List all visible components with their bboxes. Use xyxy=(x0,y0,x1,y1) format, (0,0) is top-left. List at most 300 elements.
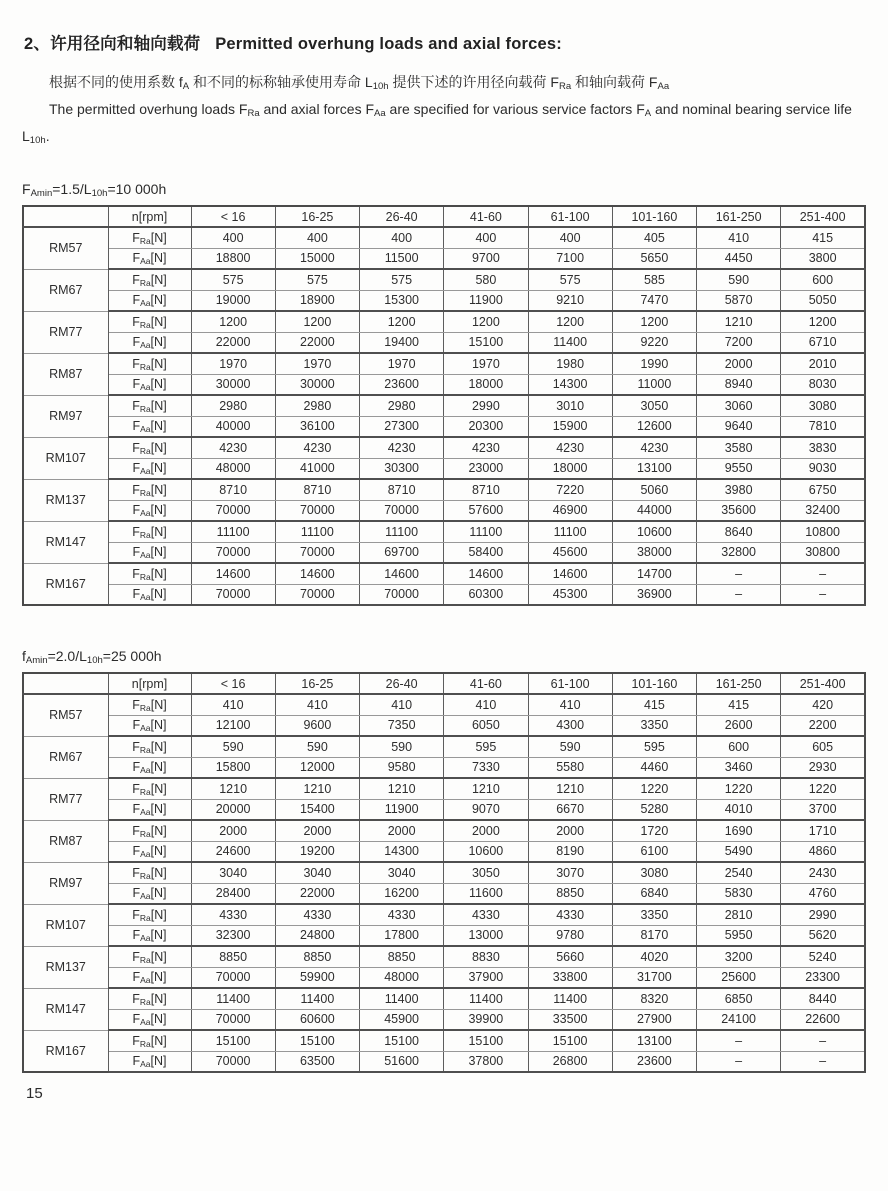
fra-value-cell: – xyxy=(781,563,865,584)
faa-label-cell xyxy=(108,715,191,736)
text-segment: F xyxy=(132,398,140,413)
faa-value-cell: 70000 xyxy=(191,1009,275,1030)
text-segment: [N] xyxy=(150,1012,167,1027)
model-cell: RM147 xyxy=(23,988,108,1030)
faa-value-cell: 35600 xyxy=(697,500,781,521)
faa-value-cell: 7330 xyxy=(444,757,528,778)
fra-value-cell: 10800 xyxy=(781,521,865,542)
text-segment: . xyxy=(45,128,50,144)
fra-value-cell: 4230 xyxy=(612,437,696,458)
faa-value-cell: 5950 xyxy=(697,925,781,946)
faa-value-cell: 32400 xyxy=(781,500,865,521)
faa-value-cell: 70000 xyxy=(191,542,275,563)
text-segment: [N] xyxy=(150,739,167,754)
subscript-text: Ra xyxy=(139,529,151,540)
text-segment: F xyxy=(132,739,140,754)
text-segment: F xyxy=(132,524,140,539)
faa-value-cell: 11900 xyxy=(444,290,528,311)
model-cell: RM97 xyxy=(23,395,108,437)
model-cell: RM137 xyxy=(23,479,108,521)
faa-value-cell: 30300 xyxy=(360,458,444,479)
text-segment: The permitted overhung loads F xyxy=(49,101,248,117)
fra-value-cell: 2980 xyxy=(360,395,444,416)
fra-value-cell: 415 xyxy=(697,694,781,715)
text-segment: F xyxy=(132,886,141,901)
overhung-load-row xyxy=(23,904,865,925)
faa-value-cell: 58400 xyxy=(444,542,528,563)
axial-force-row xyxy=(23,374,865,395)
subscript-text: Aa xyxy=(140,975,151,986)
faa-value-cell: 22000 xyxy=(275,332,359,353)
text-segment: [N] xyxy=(150,503,167,518)
fra-value-cell: 11400 xyxy=(528,988,612,1009)
fra-value-cell: 6850 xyxy=(697,988,781,1009)
fra-value-cell: 410 xyxy=(360,694,444,715)
faa-label-cell xyxy=(108,332,191,353)
fra-label-cell xyxy=(108,269,191,290)
fra-value-cell: 2000 xyxy=(191,820,275,841)
subscript-text: Aa xyxy=(140,382,151,393)
fra-value-cell: 2000 xyxy=(528,820,612,841)
faa-value-cell: 18800 xyxy=(191,248,275,269)
text-segment: F xyxy=(132,482,140,497)
fra-value-cell: 400 xyxy=(528,227,612,248)
fra-value-cell: 14700 xyxy=(612,563,696,584)
axial-force-row xyxy=(23,1009,865,1030)
fra-value-cell: 8850 xyxy=(275,946,359,967)
faa-value-cell: – xyxy=(697,584,781,605)
table2-caption xyxy=(22,648,866,664)
text-segment: F xyxy=(132,566,140,581)
text-segment: F xyxy=(132,781,140,796)
subscript-text: Ra xyxy=(139,1038,151,1049)
fra-value-cell: 11100 xyxy=(191,521,275,542)
fra-label-cell xyxy=(108,563,191,584)
text-segment: F xyxy=(132,802,141,817)
model-cell: RM57 xyxy=(23,227,108,269)
subscript-text: Ra xyxy=(139,744,151,755)
fra-value-cell: 3050 xyxy=(444,862,528,883)
overhung-load-row xyxy=(23,479,865,500)
faa-value-cell: 60600 xyxy=(275,1009,359,1030)
faa-value-cell: 4450 xyxy=(697,248,781,269)
model-cell: RM167 xyxy=(23,563,108,605)
faa-value-cell: 13000 xyxy=(444,925,528,946)
fra-value-cell: – xyxy=(697,563,781,584)
axial-force-row xyxy=(23,500,865,521)
faa-value-cell: 8030 xyxy=(781,374,865,395)
text-segment: [N] xyxy=(150,314,167,329)
text-segment: [N] xyxy=(150,524,167,539)
text-segment: F xyxy=(132,949,140,964)
fra-value-cell: 590 xyxy=(191,736,275,757)
faa-value-cell: 9220 xyxy=(612,332,696,353)
fra-value-cell: 1210 xyxy=(191,778,275,799)
model-cell: RM147 xyxy=(23,521,108,563)
fra-value-cell: 5240 xyxy=(781,946,865,967)
text-segment: 提供下述的许用径向载荷 F xyxy=(388,74,559,90)
fra-value-cell: 400 xyxy=(275,227,359,248)
fra-value-cell: 4330 xyxy=(275,904,359,925)
faa-value-cell: 11500 xyxy=(360,248,444,269)
fra-value-cell: 2990 xyxy=(444,395,528,416)
subscript-text: 10h xyxy=(372,81,389,92)
overhung-load-row xyxy=(23,227,865,248)
fra-value-cell: 575 xyxy=(528,269,612,290)
text-segment: F xyxy=(132,718,141,733)
fra-value-cell: 420 xyxy=(781,694,865,715)
axial-force-row xyxy=(23,1051,865,1072)
faa-label-cell xyxy=(108,967,191,988)
fra-value-cell: 8710 xyxy=(444,479,528,500)
intro-paragraph-en xyxy=(22,97,866,151)
subscript-text: Aa xyxy=(140,340,151,351)
overhung-load-row xyxy=(23,778,865,799)
text-segment: F xyxy=(132,844,141,859)
fra-value-cell: 2980 xyxy=(275,395,359,416)
faa-value-cell: 11400 xyxy=(528,332,612,353)
fra-value-cell: 585 xyxy=(612,269,696,290)
rpm-header-cell: n[rpm] xyxy=(108,673,191,694)
faa-value-cell: 7810 xyxy=(781,416,865,437)
faa-value-cell: 44000 xyxy=(612,500,696,521)
faa-value-cell: 6840 xyxy=(612,883,696,904)
faa-value-cell: 5830 xyxy=(697,883,781,904)
text-segment: 根据不同的使用系数 f xyxy=(49,74,183,90)
fra-value-cell: 2540 xyxy=(697,862,781,883)
text-segment: [N] xyxy=(150,566,167,581)
subscript-text: Aa xyxy=(140,891,151,902)
faa-value-cell: 25600 xyxy=(697,967,781,988)
fra-value-cell: 2980 xyxy=(191,395,275,416)
faa-value-cell: 6670 xyxy=(528,799,612,820)
text-segment: [N] xyxy=(150,545,167,560)
fra-value-cell: 2990 xyxy=(781,904,865,925)
fra-value-cell: 8710 xyxy=(275,479,359,500)
faa-value-cell: 8940 xyxy=(697,374,781,395)
fra-value-cell: 1210 xyxy=(697,311,781,332)
text-segment: F xyxy=(132,760,141,775)
page-number: 15 xyxy=(26,1085,43,1102)
model-cell: RM67 xyxy=(23,269,108,311)
subscript-text: Ra xyxy=(558,81,572,92)
fra-value-cell: – xyxy=(697,1030,781,1051)
subscript-text: Amin xyxy=(30,188,53,199)
text-segment: F xyxy=(132,697,140,712)
fra-value-cell: 8440 xyxy=(781,988,865,1009)
fra-value-cell: 575 xyxy=(191,269,275,290)
fra-label-cell xyxy=(108,820,191,841)
fra-value-cell: 2000 xyxy=(697,353,781,374)
fra-value-cell: 3080 xyxy=(781,395,865,416)
fra-value-cell: 2000 xyxy=(444,820,528,841)
faa-value-cell: 26800 xyxy=(528,1051,612,1072)
faa-label-cell xyxy=(108,416,191,437)
text-segment: [N] xyxy=(150,398,167,413)
speed-range-header-cell: 251-400 xyxy=(781,673,865,694)
faa-value-cell: 10600 xyxy=(444,841,528,862)
text-segment: [N] xyxy=(150,697,167,712)
text-segment: F xyxy=(132,230,140,245)
fra-value-cell: 410 xyxy=(191,694,275,715)
fra-value-cell: 1210 xyxy=(275,778,359,799)
subscript-text: Aa xyxy=(140,592,151,603)
faa-label-cell xyxy=(108,500,191,521)
overhung-load-row xyxy=(23,694,865,715)
fra-value-cell: 11100 xyxy=(360,521,444,542)
fra-value-cell: 8320 xyxy=(612,988,696,1009)
faa-value-cell: 11900 xyxy=(360,799,444,820)
fra-value-cell: 1200 xyxy=(275,311,359,332)
text-segment: [N] xyxy=(150,251,167,266)
speed-range-header-cell: 101-160 xyxy=(612,673,696,694)
faa-label-cell xyxy=(108,757,191,778)
text-segment: [N] xyxy=(150,335,167,350)
faa-value-cell: 24100 xyxy=(697,1009,781,1030)
model-cell: RM67 xyxy=(23,736,108,778)
fra-value-cell: 1200 xyxy=(528,311,612,332)
faa-value-cell: 37800 xyxy=(444,1051,528,1072)
fra-value-cell: 8710 xyxy=(191,479,275,500)
faa-value-cell: 11000 xyxy=(612,374,696,395)
text-segment: are specified for various service factors F xyxy=(385,101,645,117)
faa-value-cell: 23300 xyxy=(781,967,865,988)
model-cell: RM137 xyxy=(23,946,108,988)
corner-cell xyxy=(23,206,108,227)
axial-force-row xyxy=(23,757,865,778)
fra-value-cell: 410 xyxy=(528,694,612,715)
fra-value-cell: 8850 xyxy=(191,946,275,967)
speed-range-header-cell: 26-40 xyxy=(360,673,444,694)
fra-value-cell: 8710 xyxy=(360,479,444,500)
intro-text-block xyxy=(22,70,866,151)
text-segment: [N] xyxy=(150,587,167,602)
text-segment: [N] xyxy=(150,844,167,859)
subscript-text: Ra xyxy=(139,702,151,713)
speed-range-header-cell: 161-250 xyxy=(697,206,781,227)
faa-label-cell xyxy=(108,542,191,563)
faa-value-cell: 22000 xyxy=(275,883,359,904)
speed-range-header-cell: 161-250 xyxy=(697,673,781,694)
fra-value-cell: 4020 xyxy=(612,946,696,967)
faa-value-cell: 9030 xyxy=(781,458,865,479)
text-segment: F xyxy=(132,928,141,943)
fra-label-cell xyxy=(108,1030,191,1051)
text-segment: F xyxy=(132,419,141,434)
subscript-text: Ra xyxy=(139,828,151,839)
speed-range-header-cell: 16-25 xyxy=(275,673,359,694)
fra-value-cell: 4230 xyxy=(275,437,359,458)
fra-value-cell: 15100 xyxy=(528,1030,612,1051)
subscript-text: Aa xyxy=(140,550,151,561)
faa-label-cell xyxy=(108,1051,191,1072)
fra-value-cell: 4230 xyxy=(528,437,612,458)
faa-value-cell: 4010 xyxy=(697,799,781,820)
subscript-text: Amin xyxy=(25,655,48,666)
faa-value-cell: 12600 xyxy=(612,416,696,437)
text-segment: [N] xyxy=(150,760,167,775)
text-segment: [N] xyxy=(150,865,167,880)
faa-value-cell: 7350 xyxy=(360,715,444,736)
faa-value-cell: 16200 xyxy=(360,883,444,904)
fra-value-cell: 1210 xyxy=(528,778,612,799)
text-segment: [N] xyxy=(150,440,167,455)
faa-value-cell: 28400 xyxy=(191,883,275,904)
faa-value-cell: 48000 xyxy=(191,458,275,479)
fra-label-cell xyxy=(108,311,191,332)
speed-range-header-cell: 26-40 xyxy=(360,206,444,227)
subscript-text: A xyxy=(182,81,190,92)
model-cell: RM87 xyxy=(23,353,108,395)
faa-value-cell: 9580 xyxy=(360,757,444,778)
fra-value-cell: 1690 xyxy=(697,820,781,841)
faa-value-cell: 22000 xyxy=(191,332,275,353)
fra-value-cell: 410 xyxy=(444,694,528,715)
fra-value-cell: 11100 xyxy=(528,521,612,542)
faa-value-cell: 4860 xyxy=(781,841,865,862)
text-segment: F xyxy=(132,907,140,922)
fra-value-cell: 11100 xyxy=(275,521,359,542)
faa-value-cell: 6710 xyxy=(781,332,865,353)
text-segment: F xyxy=(132,587,141,602)
faa-value-cell: 45600 xyxy=(528,542,612,563)
fra-value-cell: 14600 xyxy=(528,563,612,584)
faa-value-cell: 6100 xyxy=(612,841,696,862)
subscript-text: Ra xyxy=(139,571,151,582)
axial-force-row xyxy=(23,967,865,988)
fra-value-cell: 4330 xyxy=(360,904,444,925)
speed-range-header-cell: 41-60 xyxy=(444,673,528,694)
subscript-text: Aa xyxy=(140,765,151,776)
subscript-text: Aa xyxy=(140,466,151,477)
text-segment: [N] xyxy=(150,230,167,245)
fra-value-cell: 600 xyxy=(781,269,865,290)
fra-value-cell: 14600 xyxy=(360,563,444,584)
faa-value-cell: 9070 xyxy=(444,799,528,820)
fra-value-cell: 575 xyxy=(360,269,444,290)
fra-value-cell: 15100 xyxy=(275,1030,359,1051)
faa-value-cell: 20000 xyxy=(191,799,275,820)
text-segment: =1.5/L xyxy=(52,181,92,197)
fra-value-cell: 600 xyxy=(697,736,781,757)
fra-value-cell: 1970 xyxy=(444,353,528,374)
overhung-load-row xyxy=(23,311,865,332)
faa-value-cell: 7100 xyxy=(528,248,612,269)
fra-value-cell: 4330 xyxy=(528,904,612,925)
text-segment: [N] xyxy=(150,272,167,287)
faa-value-cell: 63500 xyxy=(275,1051,359,1072)
subscript-text: Ra xyxy=(139,870,151,881)
subscript-text: Aa xyxy=(140,1059,151,1070)
model-cell: RM77 xyxy=(23,778,108,820)
fra-value-cell: 1200 xyxy=(360,311,444,332)
fra-value-cell: – xyxy=(781,1030,865,1051)
subscript-text: Ra xyxy=(139,786,151,797)
fra-value-cell: 410 xyxy=(697,227,781,248)
subscript-text: Aa xyxy=(374,108,386,119)
faa-value-cell: 15000 xyxy=(275,248,359,269)
faa-value-cell: 9600 xyxy=(275,715,359,736)
table1-caption xyxy=(22,181,866,197)
faa-value-cell: 3460 xyxy=(697,757,781,778)
overhung-load-row xyxy=(23,437,865,458)
speed-range-header-cell: 16-25 xyxy=(275,206,359,227)
fra-value-cell: 1200 xyxy=(781,311,865,332)
faa-label-cell xyxy=(108,883,191,904)
fra-value-cell: 1970 xyxy=(360,353,444,374)
fra-value-cell: 4230 xyxy=(444,437,528,458)
fra-value-cell: 1220 xyxy=(781,778,865,799)
axial-force-row xyxy=(23,290,865,311)
overhung-load-row xyxy=(23,563,865,584)
text-segment: 和不同的标称轴承使用寿命 L xyxy=(189,74,373,90)
fra-value-cell: 15100 xyxy=(191,1030,275,1051)
faa-value-cell: 15900 xyxy=(528,416,612,437)
fra-value-cell: 410 xyxy=(275,694,359,715)
fra-label-cell xyxy=(108,736,191,757)
subscript-text: Ra xyxy=(139,487,151,498)
faa-value-cell: 7470 xyxy=(612,290,696,311)
faa-value-cell: – xyxy=(781,584,865,605)
subscript-text: Ra xyxy=(247,108,260,119)
fra-label-cell xyxy=(108,988,191,1009)
fra-value-cell: 1220 xyxy=(612,778,696,799)
faa-value-cell: 32300 xyxy=(191,925,275,946)
overhung-load-row xyxy=(23,946,865,967)
fra-value-cell: 1980 xyxy=(528,353,612,374)
faa-value-cell: 8190 xyxy=(528,841,612,862)
faa-value-cell: 15100 xyxy=(444,332,528,353)
fra-value-cell: 4330 xyxy=(444,904,528,925)
fra-value-cell: 3080 xyxy=(612,862,696,883)
fra-value-cell: 2430 xyxy=(781,862,865,883)
fra-value-cell: 3040 xyxy=(191,862,275,883)
fra-value-cell: 8850 xyxy=(360,946,444,967)
subscript-text: Aa xyxy=(140,807,151,818)
text-segment: 和轴向载荷 F xyxy=(571,74,658,90)
fra-value-cell: 11400 xyxy=(275,988,359,1009)
subscript-text: Aa xyxy=(140,424,151,435)
subscript-text: Ra xyxy=(139,319,151,330)
text-segment: F xyxy=(132,1012,141,1027)
faa-value-cell: 37900 xyxy=(444,967,528,988)
text-segment: =10 000h xyxy=(107,181,167,197)
subscript-text: Ra xyxy=(139,235,151,246)
faa-value-cell: 3350 xyxy=(612,715,696,736)
fra-value-cell: 595 xyxy=(612,736,696,757)
faa-value-cell: 7200 xyxy=(697,332,781,353)
subscript-text: Ra xyxy=(139,361,151,372)
fra-value-cell: 13100 xyxy=(612,1030,696,1051)
fra-value-cell: 15100 xyxy=(360,1030,444,1051)
fra-label-cell xyxy=(108,694,191,715)
fra-value-cell: 400 xyxy=(360,227,444,248)
faa-value-cell: 11600 xyxy=(444,883,528,904)
faa-value-cell: 19200 xyxy=(275,841,359,862)
fra-value-cell: 2000 xyxy=(275,820,359,841)
faa-value-cell: 5620 xyxy=(781,925,865,946)
fra-label-cell xyxy=(108,479,191,500)
faa-value-cell: 70000 xyxy=(275,500,359,521)
fra-value-cell: 11100 xyxy=(444,521,528,542)
faa-value-cell: 19000 xyxy=(191,290,275,311)
fra-value-cell: 10600 xyxy=(612,521,696,542)
faa-value-cell: 5490 xyxy=(697,841,781,862)
subscript-text: Ra xyxy=(139,445,151,456)
fra-value-cell: 1210 xyxy=(444,778,528,799)
faa-label-cell xyxy=(108,841,191,862)
fra-value-cell: 11400 xyxy=(444,988,528,1009)
